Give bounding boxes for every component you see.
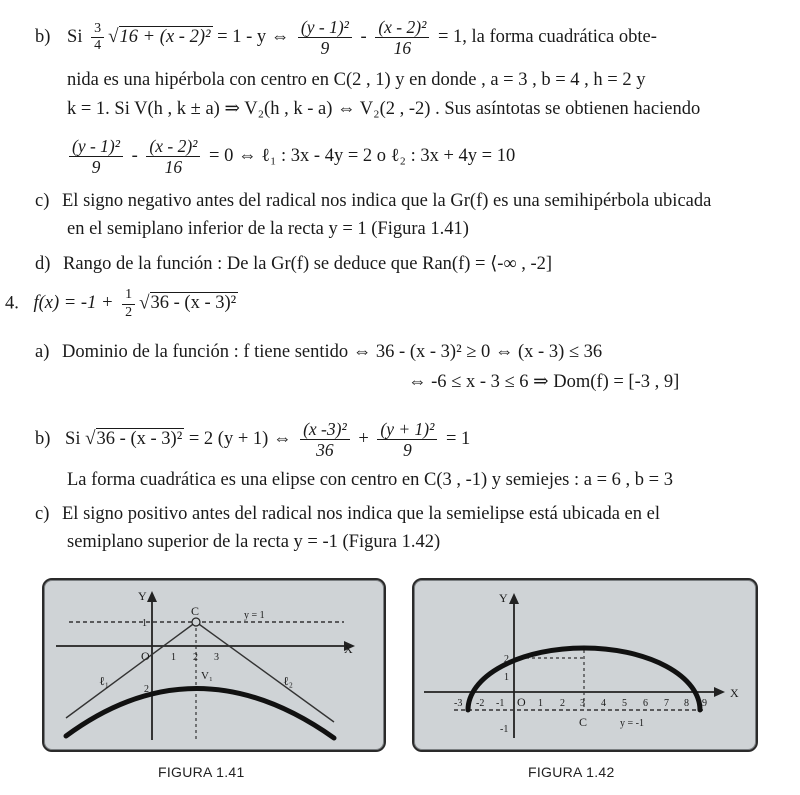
p3-b-rhs: = 1 - y ⇔: [217, 27, 290, 48]
p4-b-rhs: = 2 (y + 1) ⇔: [188, 429, 292, 450]
p3-b-line3: k = 1. Si V(h , k ± a) ⇒ V₂(h , k - a) ⇔ V₂(2 , -2) . Sus asíntotas se obtienen haciendo: [67, 99, 701, 119]
fig42-x-tick: -2: [476, 698, 485, 709]
fig41-label-l2: ℓ₂: [283, 674, 293, 688]
p4-c-line1: [35, 504, 660, 525]
fig41-label-x: X: [344, 642, 353, 656]
p4-b-label: b): [35, 429, 51, 450]
figure-1-42-graph: [414, 580, 756, 750]
p3-b-frac2-den: 16: [393, 38, 412, 59]
p4-b-plus: +: [358, 429, 369, 450]
fig42-tick-ym1: -1: [500, 724, 509, 735]
p3-b-coef: [91, 22, 104, 54]
asymptote-l1: [66, 622, 196, 718]
p3-b-si: Si: [67, 27, 83, 48]
p3-b-line2: nida es una hipérbola con centro en C(2 , 1) y en donde , a = 3 , b = 4 , h = 2 y: [67, 70, 646, 90]
y-axis-arrow-icon: [509, 593, 519, 604]
asymptote-l2: [196, 622, 334, 722]
p3-d-text: Rango de la función : De la Gr(f) se deduce que Ran(f) = ⟨-∞ , -2]: [63, 254, 553, 274]
p3-asym-frac2: [146, 137, 200, 177]
p3-asym-minus: -: [131, 146, 138, 167]
fig41-tick-1: 1: [142, 618, 147, 629]
p4-a-line2: ⇔ -6 ≤ x - 3 ≤ 6 ⇒ Dom(f) = [-3 , 9]: [408, 372, 680, 392]
p4-function-line: [5, 288, 238, 320]
fig41-label-l1: ℓ₁: [99, 674, 109, 688]
p4-b-frac1-den: 36: [316, 440, 334, 461]
p3-c-label: c): [35, 191, 50, 211]
p3-b-minus: -: [360, 27, 367, 48]
figure-1-41: [42, 578, 386, 752]
fig41-label-o: O: [141, 649, 150, 663]
p4-c-text1: El signo positivo antes del radical nos indica que la semielipse está ubicada en el: [62, 504, 660, 524]
fig42-tick-y1: 1: [504, 672, 509, 683]
fig42-x-tick: 5: [622, 698, 627, 709]
sqrt-symbol: √: [108, 26, 119, 48]
fig42-x-tick: 3: [580, 698, 585, 709]
p3-c-line1: [35, 191, 711, 212]
sqrt-symbol: √: [85, 428, 96, 450]
y-axis-arrow-icon: [147, 591, 157, 602]
fig41-label-y: Y: [138, 589, 147, 603]
p4-b-frac2-num: (y + 1)²: [377, 420, 437, 440]
fig41-tick-x1: 1: [171, 652, 176, 663]
p3-b-frac1-num: (y - 1)²: [298, 18, 352, 38]
p3-d-line: [35, 253, 552, 275]
p4-b-line2: La forma cuadrática es una elipse con centro en C(3 , -1) y semiejes : a = 6 , b = 3: [67, 470, 673, 490]
p4-b-eq1: = 1: [446, 429, 471, 450]
fig42-x-tick: 4: [601, 698, 606, 709]
p4-number: 4.: [5, 293, 19, 314]
p4-half-den: 2: [125, 304, 133, 320]
fig41-label-v: V₁: [201, 670, 213, 682]
p4-b-frac1: [300, 420, 350, 460]
fig42-x-tick: 2: [560, 698, 565, 709]
fig42-x-tick: 8: [684, 698, 689, 709]
fig42-x-tick: -1: [496, 698, 505, 709]
p4-b-si: Si: [65, 429, 81, 450]
p3-d-label: d): [35, 254, 51, 274]
fig41-tick-x3: 3: [214, 652, 219, 663]
p4-fx: f(x) = -1 +: [33, 293, 114, 314]
p3-asym-frac2-den: 16: [164, 157, 183, 178]
fig42-x-tick: -3: [454, 698, 463, 709]
fig42-x-ticks: [454, 695, 707, 709]
p3-b-label: b): [35, 27, 51, 48]
p4-b-frac2-den: 9: [403, 440, 412, 461]
fig42-label-c: C: [579, 715, 588, 729]
p4-half: [122, 288, 135, 320]
fig42-x-tick: 6: [643, 698, 648, 709]
p3-b-frac2: [375, 18, 429, 58]
fig41-tick-m2: 2: [144, 684, 149, 695]
p3-asym-frac1-den: 9: [91, 157, 101, 178]
fig42-label-x: X: [730, 686, 739, 700]
fig41-label-c: C: [191, 604, 200, 618]
p4-b-frac2: [377, 420, 437, 460]
p3-b-eq1: = 1: [437, 27, 463, 48]
figure-1-42: [412, 578, 758, 752]
p3-asym-frac1-num: (y - 1)²: [69, 137, 123, 157]
fig42-x-tick: 9: [702, 698, 707, 709]
fig42-tick-y2: 2: [504, 654, 509, 665]
p3-c-line2: en el semiplano inferior de la recta y = 1 (Figura 1.41): [67, 219, 469, 239]
p3-b-radicand: 16 + (x - 2)²: [119, 27, 211, 48]
fig42-x-tick: O: [517, 695, 526, 709]
fig42-label-y: Y: [499, 591, 508, 605]
p3-b-frac2-num: (x - 2)²: [375, 18, 429, 38]
p4-b-frac1-num: (x -3)²: [300, 420, 350, 440]
p4-a-label: a): [35, 342, 50, 362]
p3-b-frac1: [298, 18, 352, 58]
fig41-label-line: y = 1: [244, 610, 265, 621]
p4-radicand: 36 - (x - 3)²: [150, 293, 237, 314]
center-point: [192, 618, 200, 626]
figure-1-42-caption: FIGURA 1.42: [528, 764, 615, 780]
figure-1-41-graph: [44, 580, 384, 750]
p3-b-tail: , la forma cuadrática obte-: [462, 27, 657, 48]
sqrt-symbol: √: [139, 292, 150, 314]
p3-b-coef-den: 4: [94, 38, 102, 54]
fig42-x-tick: 7: [664, 698, 669, 709]
p4-b-radicand: 36 - (x - 3)²: [96, 429, 183, 450]
p3-b-coef-num: 3: [91, 22, 104, 39]
p3-c-text1: El signo negativo antes del radical nos indica que la Gr(f) es una semihipérbola ubicada: [62, 191, 712, 211]
p3-b-frac1-den: 9: [320, 38, 330, 59]
x-axis-arrow-icon: [714, 687, 725, 697]
p4-half-num: 1: [122, 288, 135, 305]
p3-asym-frac1: [69, 137, 123, 177]
figure-1-41-caption: FIGURA 1.41: [158, 764, 245, 780]
fig41-tick-x2: 2: [193, 652, 198, 663]
p3-b-line1: [35, 18, 657, 58]
p4-b-line1: [35, 420, 470, 460]
fig42-label-line: y = -1: [620, 718, 644, 729]
semihyperbola-curve: [66, 688, 334, 738]
p3-asymptotes-line: [65, 137, 515, 177]
p4-c-label: c): [35, 504, 50, 524]
fig42-x-tick: 1: [538, 698, 543, 709]
p4-c-line2: semiplano superior de la recta y = -1 (Figura 1.42): [67, 532, 441, 552]
p3-asym-tail: = 0 ⇔ ℓ₁ : 3x - 4y = 2 o ℓ₂ : 3x + 4y = 10: [209, 146, 516, 167]
p4-a-line1: [35, 342, 602, 363]
p3-asym-frac2-num: (x - 2)²: [146, 137, 200, 157]
p4-a-text1: Dominio de la función : f tiene sentido ⇔ 36 - (x - 3)² ≥ 0 ⇔ (x - 3) ≤ 36: [62, 342, 603, 362]
